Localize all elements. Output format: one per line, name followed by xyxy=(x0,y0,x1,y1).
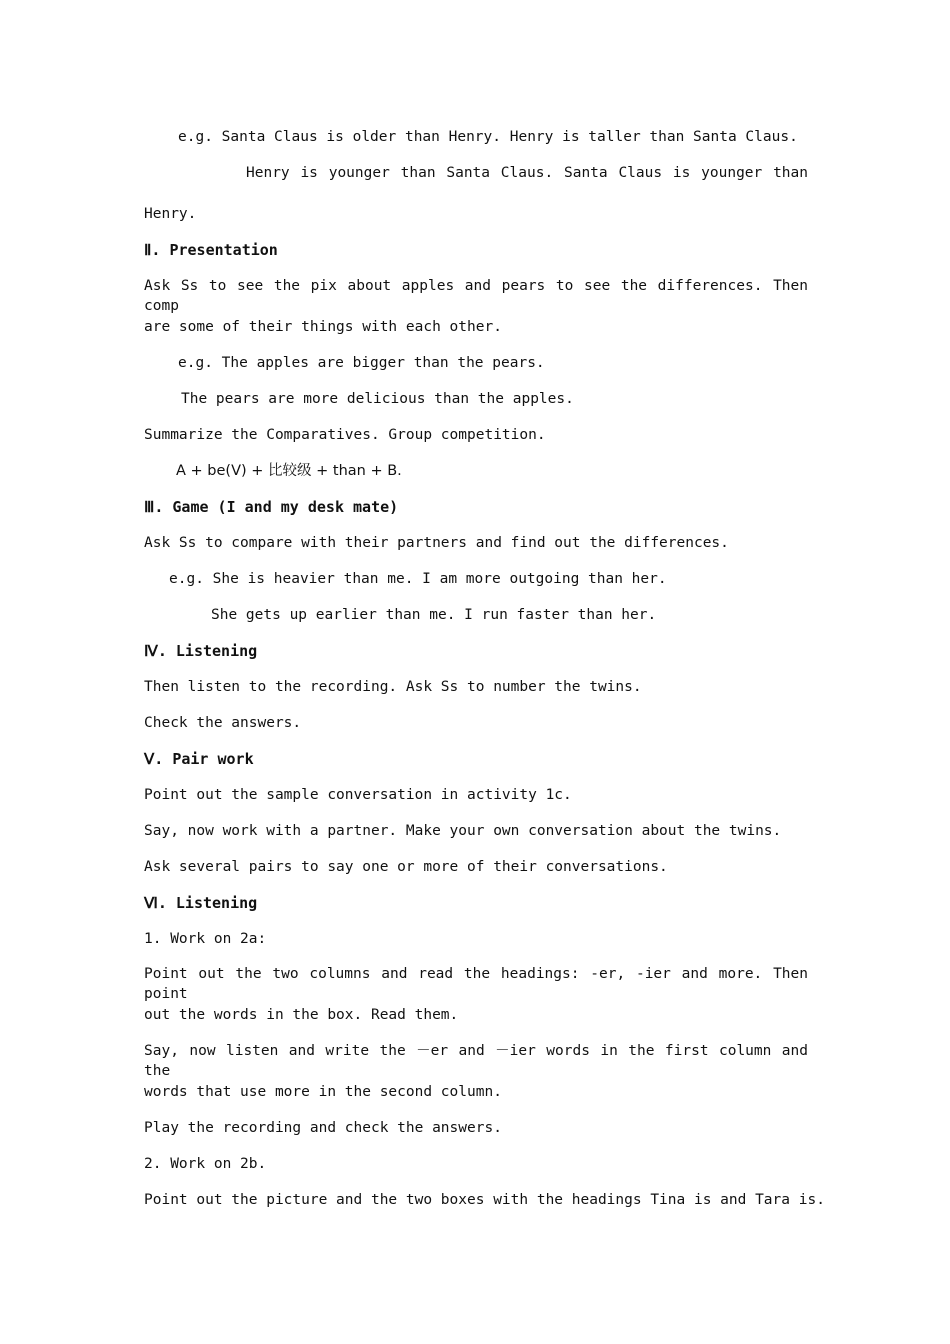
example-line: Henry is younger than Santa Claus. Santa Claus is younger than xyxy=(246,165,808,181)
body-line: Ask Ss to see the pix about apples and pears to see the differences. Then comp xyxy=(144,278,808,314)
body-line: Say, now listen and write the －er and －ier words in the first column and the xyxy=(144,1043,808,1079)
body-line: Say, now work with a partner. Make your own conversation about the twins. xyxy=(144,823,782,839)
body-line: Point out the picture and the two boxes with the headings Tina is and Tara is. xyxy=(144,1192,825,1208)
body-line: Point out the sample conversation in activity 1c. xyxy=(144,787,572,803)
body-line: Point out the two columns and read the headings: -er, -ier and more. Then point xyxy=(144,966,808,1002)
example-line: The pears are more delicious than the apples. xyxy=(181,391,574,407)
body-line: words that use more in the second column. xyxy=(144,1084,502,1100)
section-heading-listening-2: Ⅵ. Listening xyxy=(144,894,258,912)
body-line: Then listen to the recording. Ask Ss to number the twins. xyxy=(144,679,642,695)
example-line: e.g. She is heavier than me. I am more outgoing than her. xyxy=(169,571,667,587)
section-heading-game: Ⅲ. Game (I and my desk mate) xyxy=(144,498,399,516)
body-line: Henry. xyxy=(144,206,197,222)
section-heading-presentation: Ⅱ. Presentation xyxy=(144,241,278,259)
body-line: out the words in the box. Read them. xyxy=(144,1007,459,1023)
example-line: e.g. The apples are bigger than the pears. xyxy=(178,355,545,371)
body-line: 1. Work on 2a: xyxy=(144,931,267,947)
body-line: 2. Work on 2b. xyxy=(144,1156,267,1172)
example-line: e.g. Santa Claus is older than Henry. Henry is taller than Santa Claus. xyxy=(178,129,798,145)
body-line: Ask several pairs to say one or more of their conversations. xyxy=(144,859,668,875)
example-line: She gets up earlier than me. I run faster than her. xyxy=(211,607,657,623)
body-line: Check the answers. xyxy=(144,715,302,731)
body-line: Play the recording and check the answers. xyxy=(144,1120,502,1136)
body-line: Summarize the Comparatives. Group competition. xyxy=(144,427,546,443)
section-heading-listening: Ⅳ. Listening xyxy=(144,642,258,660)
section-heading-pair-work: Ⅴ. Pair work xyxy=(144,750,254,768)
body-line: are some of their things with each other. xyxy=(144,319,502,335)
formula-line: A + be(V) + 比较级 + than + B. xyxy=(176,463,402,479)
body-line: Ask Ss to compare with their partners and find out the differences. xyxy=(144,535,729,551)
